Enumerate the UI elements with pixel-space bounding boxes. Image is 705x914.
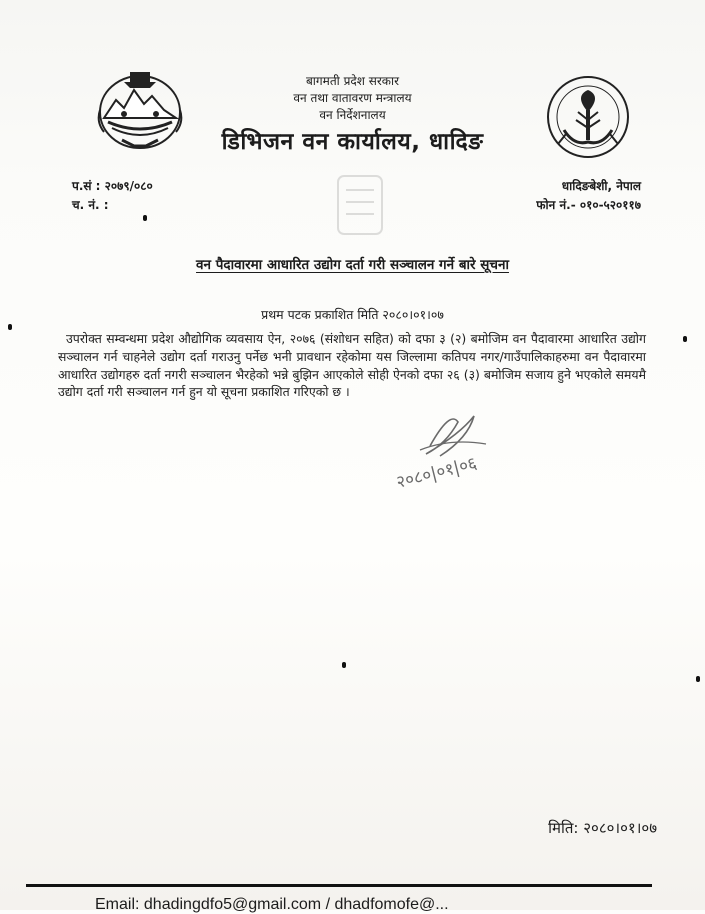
scan-dot — [8, 324, 12, 330]
scan-dot — [683, 336, 687, 342]
published-date-line: प्रथम पटक प्रकाशित मिति २०८०।०१।०७ — [261, 307, 444, 322]
ghost-stamp-mark — [330, 170, 390, 240]
government-name: बागमती प्रदेश सरकार — [305, 74, 400, 88]
notice-subject-text: वन पैदावारमा आधारित उद्योग दर्ता गरी सञ्चालन गर्ने बारे सूचना — [196, 257, 509, 273]
signature-date: २०८०|०१|०६ — [394, 453, 479, 493]
handwritten-signature — [390, 404, 540, 504]
scan-dot — [342, 662, 346, 668]
notice-subject — [0, 255, 705, 273]
scan-dot — [143, 215, 147, 221]
issue-date: मिति: २०८०।०१।०७ — [548, 819, 657, 837]
office-title: डिभिजन वन कार्यालय, धादिङ — [221, 129, 484, 155]
notice-body: उपरोक्त सम्वन्धमा प्रदेश औद्योगिक व्यवसाय ऐन, २०७६ (संशोधन सहित) को दफा ३ (२) बमोजिम वन पैदावारमा आधारित उद्योग सञ्चालन गर्न चाहनेले उद्योग दर्ता गराउनु पर्नेछ भनी प्रावधान रहेकोमा यस जिल्लामा कतिपय नगर/गाउँपालिकाहरुमा वन पैदावारमा आधारित उद्योगहरु दर्ता नगरी सञ्चालन भैरहेको भन्ने बुझिन आएकोले सोही ऐनको दफा २६ (३) बमोजिम सजाय हुने भएकोले समयमै उद्योग दर्ता गरी सञ्चालन गर्न हुन यो सूचना प्रकाशित गरिएको छ । — [58, 331, 646, 400]
footer-email[interactable]: Email: dhadingdfo5@gmail.com / dhadfomofe@... — [95, 896, 449, 913]
office-phone: फोन नं.- ०१०-५२०११७ — [536, 198, 641, 212]
office-address: धादिङबेशी, नेपाल — [561, 179, 641, 193]
department-name: वन निर्देशनालय — [319, 108, 386, 122]
ministry-name: वन तथा वातावरण मन्त्रालय — [293, 91, 412, 105]
reference-number: प.सं : २०७९/०८० — [72, 179, 153, 193]
dispatch-number: च. नं. : — [72, 198, 109, 212]
scan-dot — [696, 676, 700, 682]
footer-divider — [26, 884, 652, 887]
